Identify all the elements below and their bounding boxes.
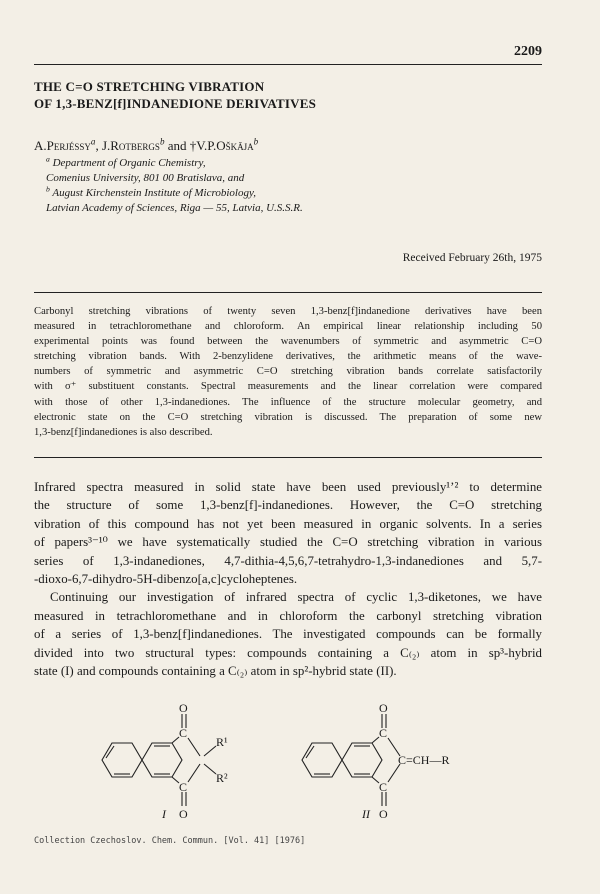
header-rule — [34, 64, 542, 65]
body-line: Continuing our investigation of infrared spectra of cyclic 1,3-diketones, we have — [50, 590, 542, 605]
title-line-1: THE C=O STRETCHING VIBRATION — [34, 79, 265, 94]
journal-footer: Collection Czechoslov. Chem. Commun. [Vol. 41] [1976] — [34, 836, 306, 846]
bond-line — [204, 746, 216, 756]
structure-i-c-bottom: C — [179, 780, 188, 794]
ring-shape — [142, 743, 182, 777]
structure-i-o-top: O — [179, 701, 188, 715]
abstract-line: with σ⁺ substituent constants. Spectral measurements and the linear correlation were compared — [34, 381, 542, 393]
affiliation-line: Latvian Academy of Sciences, Riga — 55, Latvia, U.S.S.R. — [46, 202, 303, 214]
author-sep-2: and — [164, 138, 190, 153]
author-3-affil: b — [253, 136, 259, 147]
structure-i-o-bottom: O — [179, 807, 188, 820]
abstract — [34, 304, 542, 440]
structure-ii-o-bottom: O — [379, 807, 388, 820]
author-3: †V.P.Oškāja — [189, 138, 254, 153]
bond-line — [172, 777, 179, 783]
body-line: of papers³⁻¹⁰ we have systematically studied the C=O stretching vibration in various — [34, 535, 542, 550]
bond-line — [372, 777, 379, 783]
affiliations — [46, 156, 303, 216]
body-line: state (I) and compounds containing a C₍₂₎ atom in sp²-hybrid state (II). — [34, 664, 397, 679]
abstract-line: experimental points was found between the wavenumbers of symmetric and asymmetric C=O — [34, 336, 542, 348]
ring-shape — [102, 743, 142, 777]
structure-i-c-top: C — [179, 726, 188, 740]
author-1-affil: a — [90, 136, 96, 147]
bond-line — [188, 738, 200, 756]
ring-shape — [342, 743, 382, 777]
title-line-2: OF 1,3-BENZ[f]INDANEDIONE DERIVATIVES — [34, 96, 316, 111]
abstract-line: Carbonyl stretching vibrations of twenty seven 1,3-benz[f]indanedione derivatives have been — [34, 306, 542, 317]
abstract-line: electronic state on the C=O stretching vibration is discussed. The preparation of some new — [34, 411, 542, 423]
body-line: Infrared spectra measured in solid state have been used previously¹ʼ² to determine — [34, 480, 542, 494]
author-list — [34, 138, 258, 154]
received-date: Received February 26th, 1975 — [402, 252, 542, 264]
structure-i-r2: R² — [216, 771, 228, 785]
article-title — [34, 78, 554, 112]
body-line: divided into two structural types: compounds containing a C₍₂₎ atom in sp³-hybrid — [34, 645, 542, 660]
structure-ii-o-top: O — [379, 701, 388, 715]
structure-ii-c-bottom: C — [379, 780, 388, 794]
structure-figure — [80, 700, 540, 820]
structure-i — [102, 714, 216, 806]
abstract-line: with those of other 1,3-indanediones. The influence of the structure molecular geometry, and — [34, 396, 542, 408]
body-line: -dioxo-6,7-dihydro-5H-dibenzo[a,c]cycloheptenes. — [34, 572, 298, 587]
affiliation-line: $^a$ Department of Organic Chemistry, — [46, 154, 206, 169]
body-line: measured in tetrachloromethane and in chloroform the carbonyl stretching vibration — [34, 608, 542, 623]
structure-ii-chain: C=CH—R — [398, 753, 450, 767]
abstract-rule-top — [34, 292, 542, 293]
abstract-line: stretching vibration bands. With 2-benzylidene derivatives, the arithmetic means of the wave- — [34, 351, 542, 363]
author-1: A.Perjéssy — [34, 138, 91, 153]
structure-ii-label: II — [362, 807, 370, 820]
bond-line — [204, 764, 216, 774]
page-number: 2209 — [514, 44, 542, 59]
bond-line — [188, 764, 200, 782]
author-2-affil: b — [159, 136, 165, 147]
body-text — [34, 478, 542, 680]
abstract-rule-bottom — [34, 457, 542, 458]
body-line: of a series of 1,3-benz[f]indanediones. The investigated compounds can be formally — [34, 627, 542, 642]
author-2: J.Rotbergs — [101, 138, 160, 153]
bond-line — [172, 737, 179, 743]
structure-ii-c-top: C — [379, 726, 388, 740]
abstract-line: numbers of symmetric and asymmetric C=O stretching vibration bands correlate satisfactorily — [34, 366, 542, 378]
affiliation-line: Comenius University, 801 00 Bratislava, and — [46, 172, 245, 184]
author-sep-1: , — [95, 138, 102, 153]
bond-line — [372, 737, 379, 743]
affiliation-line: $^b$ August Kirchenstein Institute of Microbiology, — [46, 184, 256, 199]
structure-i-r1: R¹ — [216, 735, 228, 749]
abstract-line: 1,3-benz[f]indanediones is also described. — [34, 426, 213, 438]
body-line: vibration of this compound has not yet been measured in organic solvents. In a series — [34, 516, 542, 531]
ring-shape — [302, 743, 342, 777]
body-line: series of 1,3-indanediones, 4,7-dithia-4,5,6,7-tetrahydro-1,3-indanediones and 5,7- — [34, 553, 542, 568]
abstract-line: measured in tetrachloromethane and chloroform. An empirical linear relationship including 50 — [34, 321, 542, 333]
body-line: the structure of some 1,3-benz[f]-indanediones. However, the C=O stretching — [34, 498, 542, 513]
structure-i-label: I — [162, 807, 166, 820]
